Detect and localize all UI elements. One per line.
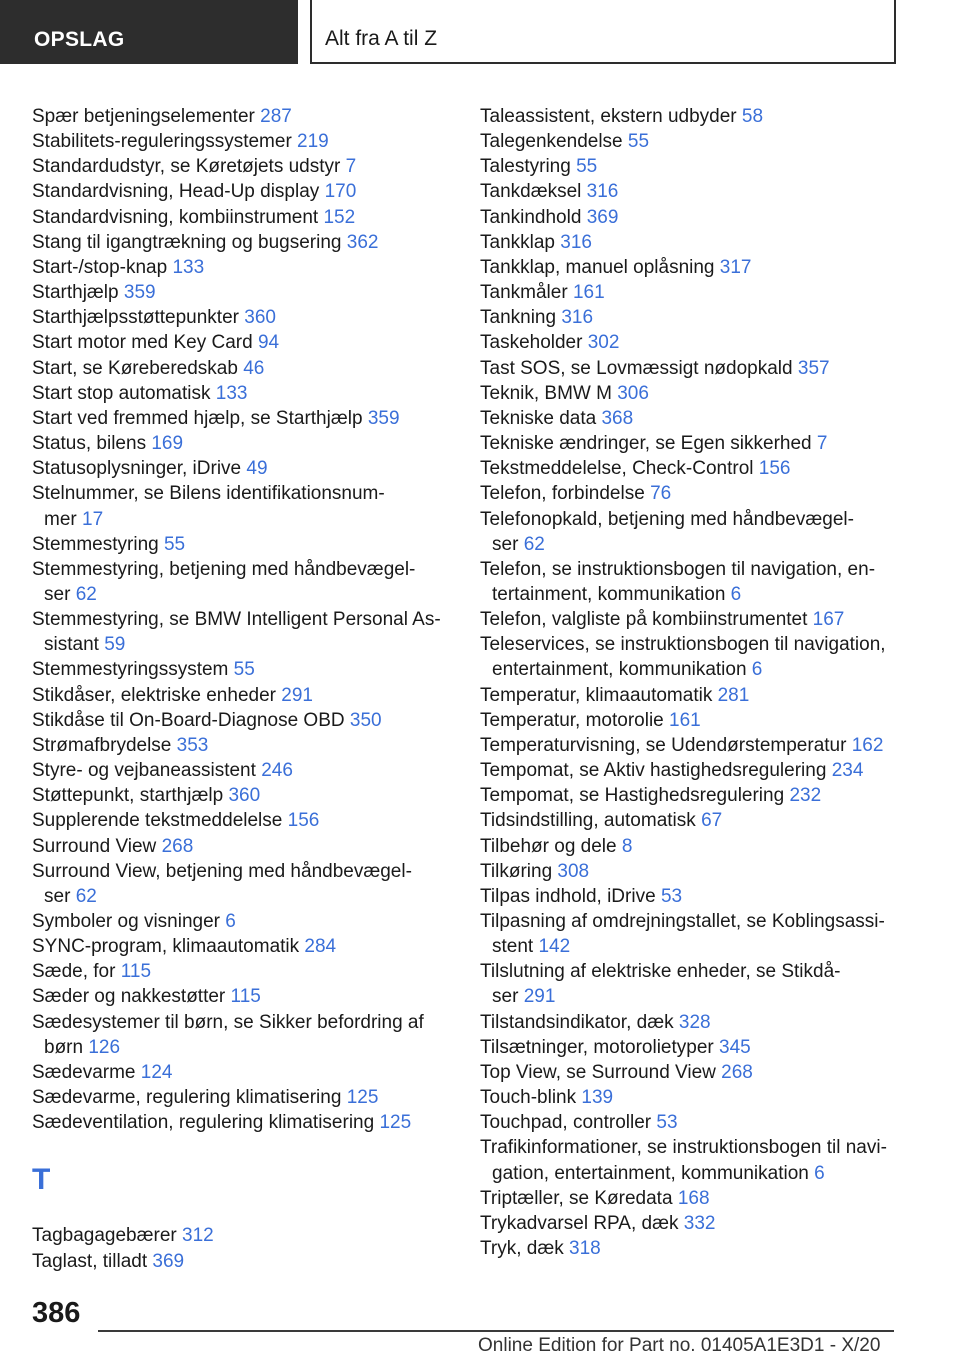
index-entry [32,783,457,808]
index-entry [480,179,920,204]
entry-page-link[interactable]: 55 [627,131,650,153]
index-entry [480,1236,920,1261]
entry-term-continued: børn [44,1036,84,1058]
index-entry [32,834,457,859]
page-number: 386 [32,1297,81,1329]
entry-page-link[interactable]: 115 [230,986,261,1008]
entry-page-link[interactable]: 359 [367,407,400,429]
index-entry [480,909,920,959]
index-column-left [32,104,457,1274]
index-entry [480,1035,920,1060]
entry-term: Strømafbrydelse [32,734,172,756]
index-entry [32,984,457,1009]
index-entry [32,381,457,406]
entry-term-continued: sistant [44,634,99,656]
entry-term: Sædesystemer til børn, se Sikker befordring af [32,1011,424,1033]
entry-term: Tilsætninger, motorolietyper [480,1036,714,1058]
entry-term: Sædevarme, regulering klimatisering [32,1087,342,1109]
entry-page-link[interactable]: 7 [345,156,357,178]
index-entry [480,406,920,431]
entry-term: Tekniske data [480,407,597,429]
entry-term: Teleservices, se instruktionsbogen til navigation, [480,634,886,656]
index-entry [32,1110,457,1135]
entry-term: Tilpasning af omdrejningstallet, se Koblingsassi- [480,911,885,932]
entry-term-continued: entertainment, kommunikation [492,659,747,681]
entry-term: Standardvisning, kombiinstrument [32,206,319,228]
entry-term: Temperaturvisning, se Udendørstemperatur [480,734,847,756]
entry-term: Tekniske ændringer, se Egen sikkerhed [480,433,812,455]
entry-term: Temperatur, klimaautomatik [480,684,713,706]
entry-page-link[interactable]: 281 [717,684,750,706]
entry-term: Tankdæksel [480,181,582,203]
index-entry [32,532,457,557]
entry-page-link[interactable]: 6 [730,583,742,605]
entry-term: Status, bilens [32,433,147,455]
entry-page-link[interactable]: 316 [586,181,619,203]
entry-page-link[interactable]: 76 [650,483,672,505]
entry-term: Tilkøring [480,860,553,882]
index-entry [32,657,457,682]
entry-page-link[interactable]: 169 [151,433,184,455]
entry-term: SYNC-program, klimaautomatik [32,936,300,958]
index-entry [480,632,920,682]
index-entry [480,481,920,506]
index-entry [480,255,920,280]
entry-term: Stemmestyringssystem [32,659,229,681]
index-entry [480,104,920,129]
entry-term-continued: gation, entertainment, kommunikation [492,1162,809,1184]
entry-term: Touchpad, controller [480,1112,652,1134]
entry-page-link[interactable]: 350 [349,709,382,731]
entry-page-link[interactable]: 353 [176,734,209,756]
entry-term: Standardudstyr, se Køretøjets udstyr [32,156,341,178]
entry-page-link[interactable]: 55 [576,156,598,178]
entry-term: Surround View, betjening med håndbevægel- [32,860,412,882]
entry-page-link[interactable]: 232 [789,785,822,807]
index-entry [32,1085,457,1110]
entry-page-link[interactable]: 316 [560,231,592,253]
entry-term: Sæder og nakkestøtter [32,986,226,1008]
index-entry [480,154,920,179]
index-entry [480,783,920,808]
entry-page-link[interactable]: 369 [152,1250,185,1272]
entry-page-link[interactable]: 368 [601,407,634,429]
entry-page-link[interactable]: 360 [244,307,276,329]
index-entry [32,255,457,280]
entry-term: Start-/stop-knap [32,256,168,278]
entry-term: Tast SOS, se Lovmæssigt nødopkald [480,357,793,379]
entry-page-link[interactable]: 6 [751,659,763,681]
entry-term: Stikdåse til On-Board-Diagnose OBD [32,709,345,731]
entry-term: Stemmestyring, se BMW Intelligent Personal As- [32,609,441,631]
entry-term: Styre- og vejbaneassistent [32,760,256,782]
entry-term: Tidsindstilling, automatisk [480,810,696,832]
index-entry [32,280,457,305]
index-entry [480,557,920,607]
entry-page-link[interactable]: 167 [812,609,845,631]
entry-page-link[interactable]: 162 [851,734,884,756]
entry-page-link[interactable]: 152 [323,206,356,228]
index-group-t-continued [480,104,920,1261]
entry-page-link[interactable]: 6 [814,1162,825,1184]
entry-page-link[interactable]: 55 [163,533,186,555]
entry-term: Tryk, dæk [480,1238,564,1260]
entry-term: Sædevarme [32,1061,136,1083]
index-entry [32,1010,457,1060]
index-entry [480,834,920,859]
entry-page-link[interactable]: 318 [569,1238,601,1260]
index-entry [32,859,457,909]
entry-term: Trykadvarsel RPA, dæk [480,1212,679,1234]
entry-page-link[interactable]: 53 [656,1112,678,1134]
entry-page-link[interactable]: 55 [233,659,255,681]
entry-page-link[interactable]: 170 [324,181,357,203]
entry-page-link[interactable]: 234 [831,760,864,782]
index-entry [32,431,457,456]
index-entry [480,1010,920,1035]
entry-page-link[interactable]: 58 [741,106,764,127]
entry-term: Spær betjeningselementer [32,106,255,127]
entry-page-link[interactable]: 316 [561,307,594,329]
entry-term-continued: mer [44,508,77,530]
entry-term-continued: ser [44,885,71,907]
index-letter-heading: T [32,1163,51,1197]
index-column-right [480,104,920,1261]
entry-page-link[interactable]: 94 [257,332,280,354]
index-entry [480,607,920,632]
entry-term: Telefon, valgliste på kombiinstrumentet [480,609,808,631]
entry-page-link[interactable]: 369 [586,206,619,228]
index-entry [32,129,457,154]
entry-term: Stelnummer, se Bilens identifikationsnum- [32,483,385,505]
entry-page-link[interactable]: 317 [719,256,752,278]
entry-page-link[interactable]: 161 [669,709,701,731]
entry-page-link[interactable]: 125 [346,1087,379,1109]
entry-page-link[interactable]: 133 [215,382,248,404]
entry-term: Stikdåser, elektriske enheder [32,684,276,706]
index-entry [32,733,457,758]
index-entry [480,859,920,884]
entry-term: Starthjælp [32,282,119,304]
index-entry [480,733,920,758]
index-entry [480,1060,920,1085]
entry-term: Taleassistent, ekstern udbyder [480,106,737,127]
entry-term: Stang til igangtrækning og bugsering [32,231,342,253]
entry-page-link[interactable]: 156 [287,810,320,832]
entry-page-link[interactable]: 291 [523,986,556,1008]
entry-term: Touch-blink [480,1087,577,1109]
index-entry [32,959,457,984]
entry-page-link[interactable]: 308 [557,860,590,882]
index-entry [32,708,457,733]
index-entry [32,205,457,230]
entry-term: Talegenkendelse [480,131,623,153]
entry-term: Tempomat, se Hastighedsregulering [480,785,785,807]
entry-page-link[interactable]: 125 [379,1112,412,1134]
index-group-t [32,1223,457,1273]
index-entry [480,305,920,330]
entry-term: Statusoplysninger, iDrive [32,458,242,480]
entry-page-link[interactable]: 17 [82,508,104,530]
entry-term: Talestyring [480,156,571,178]
index-entry [32,481,457,531]
index-group-s [32,104,457,1135]
entry-term: Stemmestyring [32,533,159,555]
chapter-title: Alt fra A til Z [325,27,438,50]
entry-page-link[interactable]: 115 [120,961,152,983]
index-entry [32,1060,457,1085]
entry-page-link[interactable]: 161 [572,282,605,304]
entry-term: Start stop automatisk [32,382,211,404]
entry-term: Tekstmeddelelse, Check-Control [480,458,754,480]
entry-term: Surround View [32,835,157,857]
entry-page-link[interactable]: 124 [140,1061,173,1083]
entry-page-link[interactable]: 328 [678,1011,711,1033]
index-entry [480,330,920,355]
entry-term: Triptæller, se Køredata [480,1187,673,1209]
entry-term: Teknik, BMW M [480,382,612,404]
section-tab [0,0,298,64]
entry-page-link[interactable]: 291 [281,684,313,706]
index-entry [480,808,920,833]
index-entry [32,557,457,607]
entry-page-link[interactable]: 302 [587,332,620,354]
index-entry [480,1186,920,1211]
entry-term-continued: ser [492,986,519,1008]
entry-page-link[interactable]: 126 [88,1036,121,1058]
entry-term: Tankning [480,307,557,329]
index-entry [480,456,920,481]
entry-term: Start, se Køreberedskab [32,357,238,379]
index-entry [480,959,920,1009]
entry-term: Telefon, se instruktionsbogen til navigation, en- [480,558,876,580]
entry-term: Taskeholder [480,332,583,354]
index-entry [480,280,920,305]
entry-page-link[interactable]: 8 [621,835,633,857]
index-entry [480,431,920,456]
index-entry [480,884,920,909]
index-entry [480,356,920,381]
entry-term-continued: ser [44,583,71,605]
entry-page-link[interactable]: 345 [719,1036,751,1058]
entry-term-continued: stent [492,936,534,958]
entry-term-continued: ser [492,533,519,555]
entry-term: Tilpas indhold, iDrive [480,885,656,907]
entry-term: Tankklap [480,231,555,253]
index-entry [32,406,457,431]
entry-term: Sæde, for [32,961,116,983]
entry-term: Symboler og visninger [32,911,220,932]
index-entry [32,356,457,381]
entry-term: Telefonopkald, betjening med håndbevægel- [480,508,854,530]
index-entry [480,205,920,230]
footer-divider [98,1330,894,1332]
entry-term: Støttepunkt, starthjælp [32,785,224,807]
entry-term: Stemmestyring, betjening med håndbevægel- [32,558,416,580]
entry-term: Sædeventilation, regulering klimatisering [32,1112,375,1134]
entry-page-link[interactable]: 6 [225,911,236,932]
index-entry [32,683,457,708]
entry-term: Telefon, forbindelse [480,483,645,505]
index-entry [32,758,457,783]
entry-page-link[interactable]: 156 [758,458,791,480]
index-entry [480,230,920,255]
index-entry [480,129,920,154]
entry-page-link[interactable]: 7 [816,433,828,455]
index-entry [32,909,457,934]
index-entry [32,1249,457,1274]
entry-term: Taglast, tilladt [32,1250,148,1272]
entry-page-link[interactable]: 284 [304,936,337,958]
index-entry [32,305,457,330]
index-entry [32,934,457,959]
index-entry [480,1110,920,1135]
entry-page-link[interactable]: 168 [677,1187,710,1209]
index-entry [480,758,920,783]
entry-term: Tankmåler [480,282,568,304]
index-entry [480,507,920,557]
entry-page-link[interactable]: 62 [75,583,97,605]
entry-page-link[interactable]: 133 [172,256,205,278]
index-entry [32,179,457,204]
index-entry [480,381,920,406]
entry-page-link[interactable]: 332 [683,1212,716,1234]
chapter-title-box [310,0,896,64]
entry-term: Start motor med Key Card [32,332,253,354]
entry-term: Tempomat, se Aktiv hastighedsregulering [480,760,827,782]
entry-term: Tankklap, manuel oplåsning [480,256,715,278]
entry-page-link[interactable]: 268 [161,835,194,857]
entry-term: Tilslutning af elektriske enheder, se Stikdå- [480,961,841,983]
entry-page-link[interactable]: 53 [660,885,683,907]
entry-term: Temperatur, motorolie [480,709,664,731]
entry-term: Stabilitets-reguleringssystemer [32,131,292,153]
entry-page-link[interactable]: 67 [701,810,723,832]
section-label: OPSLAG [34,28,125,51]
entry-term: Tilstandsindikator, dæk [480,1011,674,1033]
entry-term-continued: tertainment, kommunikation [492,583,726,605]
entry-page-link[interactable]: 59 [104,634,126,656]
entry-page-link[interactable]: 362 [346,231,379,253]
index-entry [480,708,920,733]
entry-page-link[interactable]: 268 [721,1061,753,1083]
entry-page-link[interactable]: 359 [123,282,156,304]
index-entry [32,1223,457,1248]
entry-term: Tagbagagebærer [32,1225,177,1247]
entry-page-link[interactable]: 306 [617,382,649,404]
index-entry [32,808,457,833]
footer-edition: Online Edition for Part no. 01405A1E3D1 - X/20 [478,1335,881,1356]
index-entry [32,607,457,657]
index-entry [32,330,457,355]
index-entry [32,104,457,129]
entry-page-link[interactable]: 142 [538,936,571,958]
index-entry [480,1211,920,1236]
entry-page-link[interactable]: 360 [228,785,261,807]
entry-page-link[interactable]: 246 [261,760,293,782]
index-entry [32,154,457,179]
entry-term: Tilbehør og dele [480,835,617,857]
entry-term: Standardvisning, Head-Up display [32,181,320,203]
index-entry [32,230,457,255]
index-entry [480,1135,920,1185]
index-entry [480,1085,920,1110]
entry-term: Supplerende tekstmeddelelse [32,810,283,832]
entry-page-link[interactable]: 312 [182,1225,214,1247]
entry-page-link[interactable]: 46 [243,357,265,379]
entry-term: Start ved fremmed hjælp, se Starthjælp [32,407,363,429]
entry-page-link[interactable]: 357 [797,357,830,379]
entry-page-link[interactable]: 219 [297,131,329,153]
index-entry [480,683,920,708]
entry-term: Trafikinformationer, se instruktionsbogen til navi- [480,1137,887,1159]
entry-page-link[interactable]: 62 [523,533,545,555]
entry-page-link[interactable]: 287 [260,106,292,127]
entry-page-link[interactable]: 62 [75,885,97,907]
entry-term: Starthjælpsstøttepunkter [32,307,239,329]
entry-term: Tankindhold [480,206,582,228]
entry-page-link[interactable]: 49 [246,458,268,480]
entry-page-link[interactable]: 139 [581,1087,614,1109]
entry-term: Top View, se Surround View [480,1061,716,1083]
index-entry [32,456,457,481]
